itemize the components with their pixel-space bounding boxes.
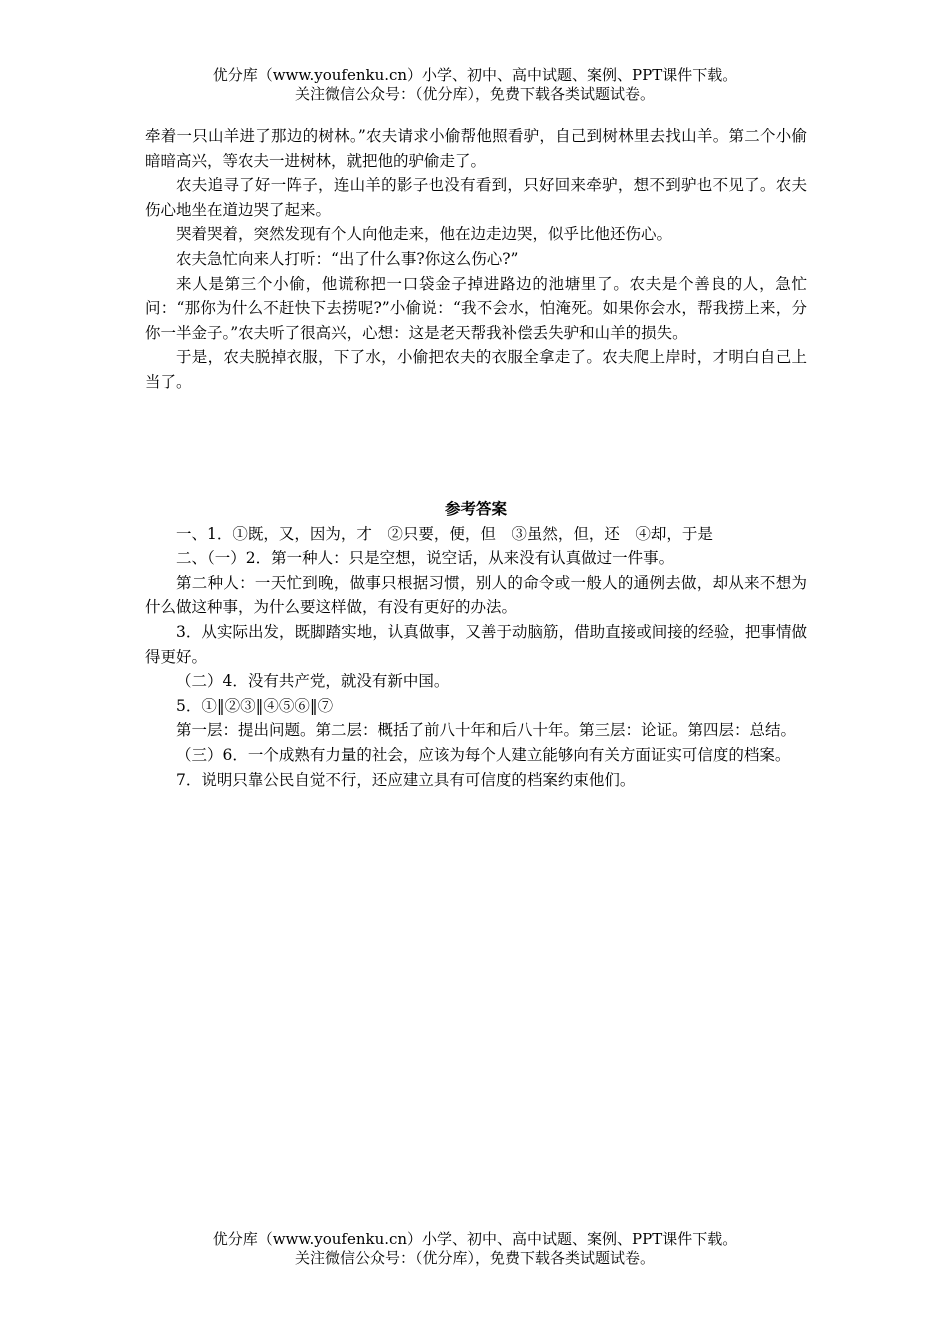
answer-item-2: 二、（一）2．第一种人：只是空想，说空话，从来没有认真做过一件事。 (176, 549, 675, 568)
page-header (0, 66, 950, 104)
story-text (145, 124, 807, 395)
header-line-2: 关注微信公众号：（优分库），免费下载各类试题试卷。 (294, 85, 655, 103)
answer-section (145, 497, 807, 792)
header-line-1: 优分库（www.youfenku.cn）小学、初中、高中试题、案例、PPT课件下载。 (212, 66, 738, 84)
answer-item-6: 5．①‖②③‖④⑤⑥‖⑦ (176, 696, 334, 715)
answer-item-7: 第一层：提出问题。第二层：概括了前八十年和后八十年。第三层：论证。第四层：总结。 (176, 721, 797, 740)
story-paragraph-1: 牵着一只山羊进了那边的树林。”农夫请求小偷帮他照看驴，自己到树林里去找山羊。第二个小偷暗暗高兴，等农夫一进树林，就把他的驴偷走了。 (145, 127, 807, 170)
answer-item-5: （二）4．没有共产党，就没有新中国。 (176, 672, 450, 691)
footer-line-1: 优分库（www.youfenku.cn）小学、初中、高中试题、案例、PPT课件下载。 (212, 1230, 738, 1248)
answer-item-1: 一、1．①既，又，因为，才 ②只要，便，但 ③虽然，但，还 ④却，于是 (176, 524, 713, 543)
answer-title: 参考答案 (444, 499, 507, 518)
answer-item-4: 3．从实际出发，既脚踏实地，认真做事，又善于动脑筋，借助直接或间接的经验，把事情做得更好。 (145, 622, 807, 666)
story-paragraph-6: 于是，农夫脱掉衣服，下了水，小偷把农夫的衣服全拿走了。农夫爬上岸时，才明白自己上当了。 (145, 348, 807, 391)
story-paragraph-2: 农夫追寻了好一阵子，连山羊的影子也没有看到，只好回来牵驴，想不到驴也不见了。农夫伤心地坐在道边哭了起来。 (145, 176, 807, 219)
footer-line-2: 关注微信公众号：（优分库），免费下载各类试题试卷。 (294, 1249, 655, 1267)
story-paragraph-5: 来人是第三个小偷，他谎称把一口袋金子掉进路边的池塘里了。农夫是个善良的人，急忙问：“那你为什么不赶快下去捞呢?”小偷说：“我不会水，怕淹死。如果你会水，帮我捞上来，分你一半金子。”农夫听了很高兴，心想：这是老天帮我补偿丢失驴和山羊的损失。 (145, 274, 807, 342)
page-footer (0, 1230, 950, 1268)
story-paragraph-3: 哭着哭着，突然发现有个人向他走来，他在边走边哭，似乎比他还伤心。 (176, 225, 673, 244)
story-paragraph-4: 农夫急忙向来人打听：“出了什么事?你这么伤心?” (176, 249, 519, 268)
answer-item-9: 7．说明只靠公民自觉不行，还应建立具有可信度的档案约束他们。 (176, 770, 636, 789)
answer-item-8: （三）6．一个成熟有力量的社会，应该为每个人建立能够向有关方面证实可信度的档案。 (176, 745, 791, 764)
answer-item-3: 第二种人：一天忙到晚，做事只根据习惯，别人的命令或一般人的通例去做，却从来不想为什么做这种事，为什么要这样做，有没有更好的办法。 (145, 573, 807, 617)
